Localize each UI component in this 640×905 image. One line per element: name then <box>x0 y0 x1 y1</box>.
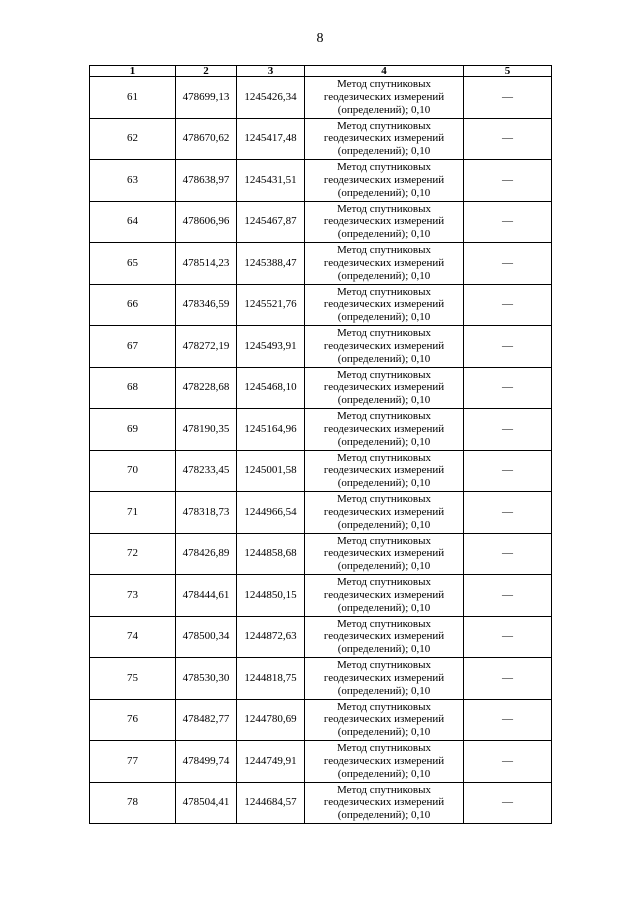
y-coordinate-cell: 1244749,91 <box>237 741 305 783</box>
method-line: геодезических измерений <box>323 298 445 311</box>
method-line: геодезических измерений <box>323 754 445 767</box>
note-dash: — <box>502 630 513 643</box>
method-line: геодезических измерений <box>323 713 445 726</box>
note-cell <box>464 782 552 824</box>
method-line: (определений); 0,10 <box>337 352 431 365</box>
point-number-cell: 67 <box>90 326 176 368</box>
method-line: Метод спутниковых <box>337 244 431 257</box>
method-line: Метод спутниковых <box>337 700 431 713</box>
note-cell <box>464 741 552 783</box>
table-row <box>90 616 552 658</box>
point-number-cell: 77 <box>90 741 176 783</box>
method-cell <box>305 367 464 409</box>
table-row <box>90 492 552 534</box>
note-cell <box>464 450 552 492</box>
x-coordinate-cell: 478504,41 <box>176 782 237 824</box>
method-line: (определений); 0,10 <box>337 103 431 116</box>
note-cell <box>464 243 552 285</box>
table-row <box>90 367 552 409</box>
page-number: 8 <box>316 31 324 46</box>
column-header-5: 5 <box>464 66 552 77</box>
table-row <box>90 533 552 575</box>
point-number-cell: 71 <box>90 492 176 534</box>
method-line: геодезических измерений <box>323 256 445 269</box>
point-number-cell: 62 <box>90 118 176 160</box>
note-dash: — <box>502 464 513 477</box>
method-line: (определений); 0,10 <box>337 435 431 448</box>
note-dash: — <box>502 381 513 394</box>
point-number-cell: 65 <box>90 243 176 285</box>
table-row <box>90 243 552 285</box>
method-cell <box>305 658 464 700</box>
x-coordinate-cell: 478190,35 <box>176 409 237 451</box>
note-cell <box>464 658 552 700</box>
method-line: геодезических измерений <box>323 464 445 477</box>
note-cell <box>464 575 552 617</box>
note-cell <box>464 492 552 534</box>
table-row <box>90 699 552 741</box>
method-line: Метод спутниковых <box>337 742 431 755</box>
point-number-cell: 64 <box>90 201 176 243</box>
method-line: (определений); 0,10 <box>337 809 431 822</box>
method-cell <box>305 616 464 658</box>
method-line: (определений); 0,10 <box>337 145 431 158</box>
x-coordinate-cell: 478346,59 <box>176 284 237 326</box>
method-line: Метод спутниковых <box>337 659 431 672</box>
method-line: Метод спутниковых <box>337 783 431 796</box>
method-line: геодезических измерений <box>323 588 445 601</box>
note-cell <box>464 409 552 451</box>
table-header-row <box>90 66 552 77</box>
table-row <box>90 741 552 783</box>
note-dash: — <box>502 256 513 269</box>
method-line: Метод спутниковых <box>337 617 431 630</box>
method-line: (определений); 0,10 <box>337 269 431 282</box>
table-row <box>90 658 552 700</box>
y-coordinate-cell: 1244818,75 <box>237 658 305 700</box>
method-line: геодезических измерений <box>323 671 445 684</box>
method-line: Метод спутниковых <box>337 534 431 547</box>
column-header-2: 2 <box>176 66 237 77</box>
x-coordinate-cell: 478500,34 <box>176 616 237 658</box>
table-row <box>90 782 552 824</box>
method-line: (определений); 0,10 <box>337 394 431 407</box>
method-line: Метод спутниковых <box>337 202 431 215</box>
method-line: (определений); 0,10 <box>337 601 431 614</box>
method-cell <box>305 741 464 783</box>
x-coordinate-cell: 478318,73 <box>176 492 237 534</box>
note-cell <box>464 699 552 741</box>
column-header-3: 3 <box>237 66 305 77</box>
y-coordinate-cell: 1245417,48 <box>237 118 305 160</box>
y-coordinate-cell: 1245164,96 <box>237 409 305 451</box>
method-line: геодезических измерений <box>323 796 445 809</box>
table-row <box>90 160 552 202</box>
x-coordinate-cell: 478228,68 <box>176 367 237 409</box>
method-line: (определений); 0,10 <box>337 684 431 697</box>
method-line: геодезических измерений <box>323 173 445 186</box>
method-line: геодезических измерений <box>323 547 445 560</box>
x-coordinate-cell: 478638,97 <box>176 160 237 202</box>
note-dash: — <box>502 215 513 228</box>
column-header-1: 1 <box>90 66 176 77</box>
note-dash: — <box>502 90 513 103</box>
point-number-cell: 78 <box>90 782 176 824</box>
method-line: геодезических измерений <box>323 339 445 352</box>
note-dash: — <box>502 547 513 560</box>
method-cell <box>305 201 464 243</box>
point-number-cell: 61 <box>90 77 176 119</box>
y-coordinate-cell: 1245426,34 <box>237 77 305 119</box>
y-coordinate-cell: 1245467,87 <box>237 201 305 243</box>
method-line: Метод спутниковых <box>337 285 431 298</box>
note-cell <box>464 160 552 202</box>
note-dash: — <box>502 422 513 435</box>
method-cell <box>305 243 464 285</box>
note-dash: — <box>502 588 513 601</box>
note-dash: — <box>502 713 513 726</box>
point-number-cell: 66 <box>90 284 176 326</box>
method-line: геодезических измерений <box>323 381 445 394</box>
note-cell <box>464 326 552 368</box>
y-coordinate-cell: 1244966,54 <box>237 492 305 534</box>
y-coordinate-cell: 1245388,47 <box>237 243 305 285</box>
method-line: геодезических измерений <box>323 505 445 518</box>
note-cell <box>464 201 552 243</box>
method-cell <box>305 409 464 451</box>
point-number-cell: 68 <box>90 367 176 409</box>
note-cell <box>464 77 552 119</box>
table-row <box>90 575 552 617</box>
point-number-cell: 70 <box>90 450 176 492</box>
y-coordinate-cell: 1244780,69 <box>237 699 305 741</box>
y-coordinate-cell: 1244850,15 <box>237 575 305 617</box>
method-line: Метод спутниковых <box>337 576 431 589</box>
method-cell <box>305 118 464 160</box>
note-dash: — <box>502 505 513 518</box>
point-number-cell: 69 <box>90 409 176 451</box>
point-number-cell: 72 <box>90 533 176 575</box>
x-coordinate-cell: 478272,19 <box>176 326 237 368</box>
y-coordinate-cell: 1244684,57 <box>237 782 305 824</box>
method-line: (определений); 0,10 <box>337 643 431 656</box>
method-line: (определений); 0,10 <box>337 560 431 573</box>
method-cell <box>305 533 464 575</box>
method-line: Метод спутниковых <box>337 78 431 91</box>
method-line: (определений); 0,10 <box>337 311 431 324</box>
method-cell <box>305 160 464 202</box>
note-dash: — <box>502 132 513 145</box>
method-line: Метод спутниковых <box>337 119 431 132</box>
x-coordinate-cell: 478606,96 <box>176 201 237 243</box>
note-dash: — <box>502 173 513 186</box>
method-line: (определений); 0,10 <box>337 767 431 780</box>
note-dash: — <box>502 298 513 311</box>
x-coordinate-cell: 478514,23 <box>176 243 237 285</box>
method-line: Метод спутниковых <box>337 161 431 174</box>
method-cell <box>305 492 464 534</box>
table-row <box>90 77 552 119</box>
coordinates-table <box>89 65 552 824</box>
point-number-cell: 75 <box>90 658 176 700</box>
note-cell <box>464 284 552 326</box>
y-coordinate-cell: 1244872,63 <box>237 616 305 658</box>
x-coordinate-cell: 478426,89 <box>176 533 237 575</box>
note-dash: — <box>502 754 513 767</box>
y-coordinate-cell: 1245468,10 <box>237 367 305 409</box>
note-cell <box>464 533 552 575</box>
method-line: геодезических измерений <box>323 90 445 103</box>
method-line: геодезических измерений <box>323 215 445 228</box>
method-line: Метод спутниковых <box>337 410 431 423</box>
note-dash: — <box>502 339 513 352</box>
method-cell <box>305 450 464 492</box>
method-line: геодезических измерений <box>323 630 445 643</box>
x-coordinate-cell: 478233,45 <box>176 450 237 492</box>
note-cell <box>464 616 552 658</box>
point-number-cell: 73 <box>90 575 176 617</box>
method-line: Метод спутниковых <box>337 493 431 506</box>
x-coordinate-cell: 478530,30 <box>176 658 237 700</box>
table-row <box>90 201 552 243</box>
x-coordinate-cell: 478670,62 <box>176 118 237 160</box>
method-cell <box>305 77 464 119</box>
method-line: геодезических измерений <box>323 422 445 435</box>
method-line: Метод спутниковых <box>337 327 431 340</box>
note-dash: — <box>502 671 513 684</box>
x-coordinate-cell: 478499,74 <box>176 741 237 783</box>
table-row <box>90 326 552 368</box>
method-line: (определений); 0,10 <box>337 228 431 241</box>
method-cell <box>305 699 464 741</box>
table-row <box>90 409 552 451</box>
method-line: Метод спутниковых <box>337 368 431 381</box>
y-coordinate-cell: 1245521,76 <box>237 284 305 326</box>
method-line: (определений); 0,10 <box>337 186 431 199</box>
table-row <box>90 284 552 326</box>
point-number-cell: 74 <box>90 616 176 658</box>
y-coordinate-cell: 1244858,68 <box>237 533 305 575</box>
note-cell <box>464 118 552 160</box>
method-line: (определений); 0,10 <box>337 518 431 531</box>
note-cell <box>464 367 552 409</box>
method-line: Метод спутниковых <box>337 451 431 464</box>
table-row <box>90 450 552 492</box>
point-number-cell: 63 <box>90 160 176 202</box>
method-line: (определений); 0,10 <box>337 726 431 739</box>
column-header-4: 4 <box>305 66 464 77</box>
y-coordinate-cell: 1245431,51 <box>237 160 305 202</box>
method-cell <box>305 782 464 824</box>
method-line: геодезических измерений <box>323 132 445 145</box>
method-cell <box>305 284 464 326</box>
y-coordinate-cell: 1245001,58 <box>237 450 305 492</box>
x-coordinate-cell: 478699,13 <box>176 77 237 119</box>
y-coordinate-cell: 1245493,91 <box>237 326 305 368</box>
point-number-cell: 76 <box>90 699 176 741</box>
method-cell <box>305 326 464 368</box>
note-dash: — <box>502 796 513 809</box>
x-coordinate-cell: 478444,61 <box>176 575 237 617</box>
method-cell <box>305 575 464 617</box>
x-coordinate-cell: 478482,77 <box>176 699 237 741</box>
method-line: (определений); 0,10 <box>337 477 431 490</box>
table-row <box>90 118 552 160</box>
